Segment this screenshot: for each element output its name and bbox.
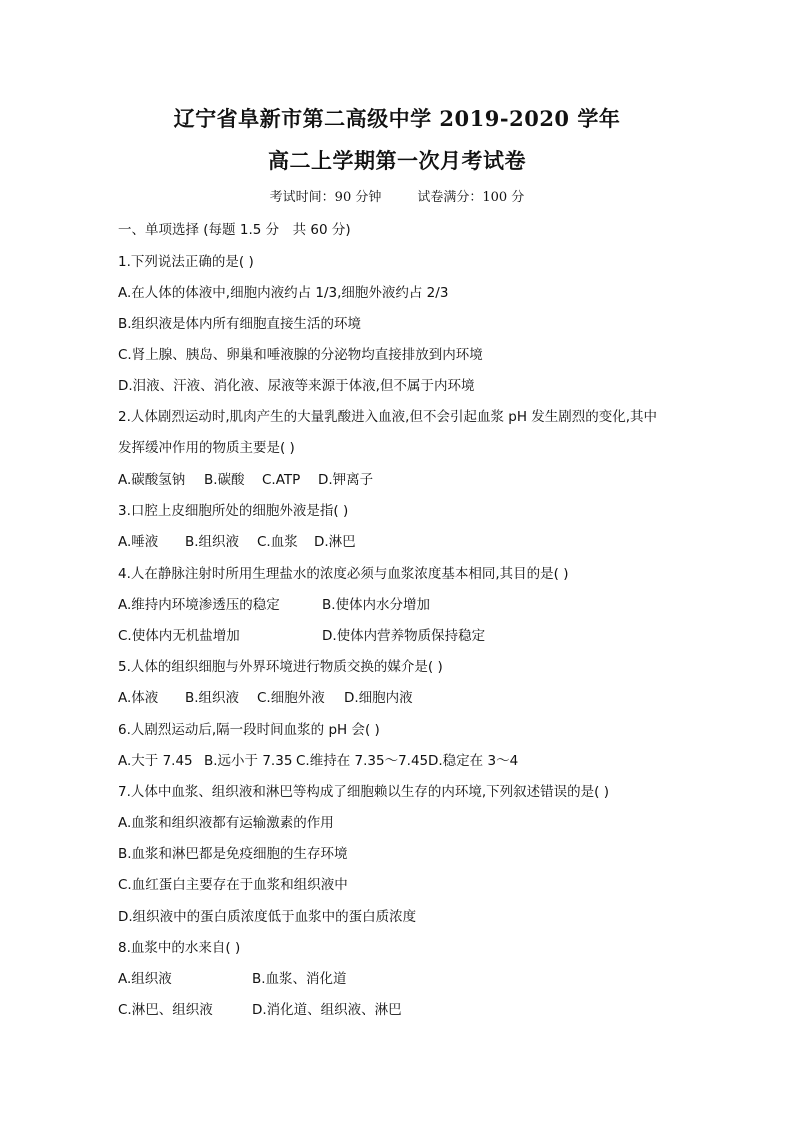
question-3-option-a: A.唾液 — [118, 534, 159, 550]
question-3-option-b: B.组织液 — [185, 534, 240, 550]
question-5-option-a: A.体液 — [118, 690, 159, 706]
question-8-stem: 8.血浆中的水来自( ) — [118, 940, 241, 956]
question-1-stem: 1.下列说法正确的是( ) — [118, 254, 254, 270]
question-4-options-row-2 — [118, 624, 485, 644]
question-6-option-c: C.维持在 7.35～7.45 — [296, 753, 429, 769]
question-2-option-c: C.ATP — [262, 472, 301, 488]
question-7-stem: 7.人体中血浆、组织液和淋巴等构成了细胞赖以生存的内环境,下列叙述错误的是( ) — [118, 784, 609, 800]
question-1-option-d: D.泪液、汗液、消化液、尿液等来源于体液,但不属于内环境 — [118, 378, 475, 394]
question-7-option-c: C.血红蛋白主要存在于血浆和组织液中 — [118, 877, 348, 893]
question-6-option-d: D.稳定在 3～4 — [428, 753, 519, 769]
question-1-option-a: A.在人体的体液中,细胞内液约占 1/3,细胞外液约占 2/3 — [118, 285, 449, 301]
question-1-option-c: C.肾上腺、胰岛、卵巢和唾液腺的分泌物均直接排放到内环境 — [118, 347, 483, 363]
question-3-option-d: D.淋巴 — [314, 534, 356, 550]
question-6-option-b: B.远小于 7.35 — [204, 753, 293, 769]
question-2-stem-cont: 发挥缓冲作用的物质主要是( ) — [118, 440, 295, 456]
question-4-option-a: A.维持内环境渗透压的稳定 — [118, 597, 280, 613]
question-2-options — [118, 468, 373, 488]
question-7-option-a: A.血浆和组织液都有运输激素的作用 — [118, 815, 334, 831]
question-2-option-b: B.碳酸 — [204, 472, 245, 488]
question-5-option-c: C.细胞外液 — [257, 690, 325, 706]
question-2-option-d: D.钾离子 — [318, 472, 374, 488]
question-8-options-row-1 — [118, 967, 347, 987]
question-5-option-d: D.细胞内液 — [344, 690, 413, 706]
question-7-option-b: B.血浆和淋巴都是免疫细胞的生存环境 — [118, 846, 348, 862]
question-8-option-b: B.血浆、消化道 — [252, 971, 347, 987]
question-3-stem: 3.口腔上皮细胞所处的细胞外液是指( ) — [118, 503, 349, 519]
question-6-options — [118, 749, 518, 769]
question-6-option-a: A.大于 7.45 — [118, 753, 193, 769]
question-3-options — [118, 530, 356, 550]
document-title-line-1: 辽宁省阜新市第二高级中学 2019-2020 学年 — [173, 106, 621, 131]
exam-time: 考试时间：90 分钟 — [269, 190, 382, 205]
question-8-options-row-2 — [118, 998, 402, 1018]
question-2-stem: 2.人体剧烈运动时,肌肉产生的大量乳酸进入血液,但不会引起血浆 pH 发生剧烈的变化,其中 — [118, 409, 658, 425]
question-5-options — [118, 686, 413, 706]
question-5-option-b: B.组织液 — [185, 690, 240, 706]
question-8-option-c: C.淋巴、组织液 — [118, 1002, 213, 1018]
question-6-stem: 6.人剧烈运动后,隔一段时间血浆的 pH 会( ) — [118, 722, 380, 738]
question-7-option-d: D.组织液中的蛋白质浓度低于血浆中的蛋白质浓度 — [118, 909, 417, 925]
exam-meta — [0, 186, 794, 205]
question-8-option-a: A.组织液 — [118, 971, 172, 987]
document-title-line-2: 高二上学期第一次月考试卷 — [268, 148, 526, 173]
question-4-option-c: C.使体内无机盐增加 — [118, 628, 240, 644]
question-4-option-b: B.使体内水分增加 — [322, 597, 431, 613]
question-2-option-a: A.碳酸氢钠 — [118, 472, 186, 488]
question-3-option-c: C.血浆 — [257, 534, 298, 550]
question-8-option-d: D.消化道、组织液、淋巴 — [252, 1002, 402, 1018]
full-score: 试卷满分：100 分 — [417, 190, 525, 205]
question-1-option-b: B.组织液是体内所有细胞直接生活的环境 — [118, 316, 362, 332]
question-4-option-d: D.使体内营养物质保持稳定 — [322, 628, 486, 644]
question-4-stem: 4.人在静脉注射时所用生理盐水的浓度必须与血浆浓度基本相同,其目的是( ) — [118, 566, 569, 582]
question-5-stem: 5.人体的组织细胞与外界环境进行物质交换的媒介是( ) — [118, 659, 443, 675]
section-heading: 一、单项选择 (每题 1.5 分 共 60 分) — [118, 222, 351, 238]
question-4-options-row-1 — [118, 593, 430, 613]
